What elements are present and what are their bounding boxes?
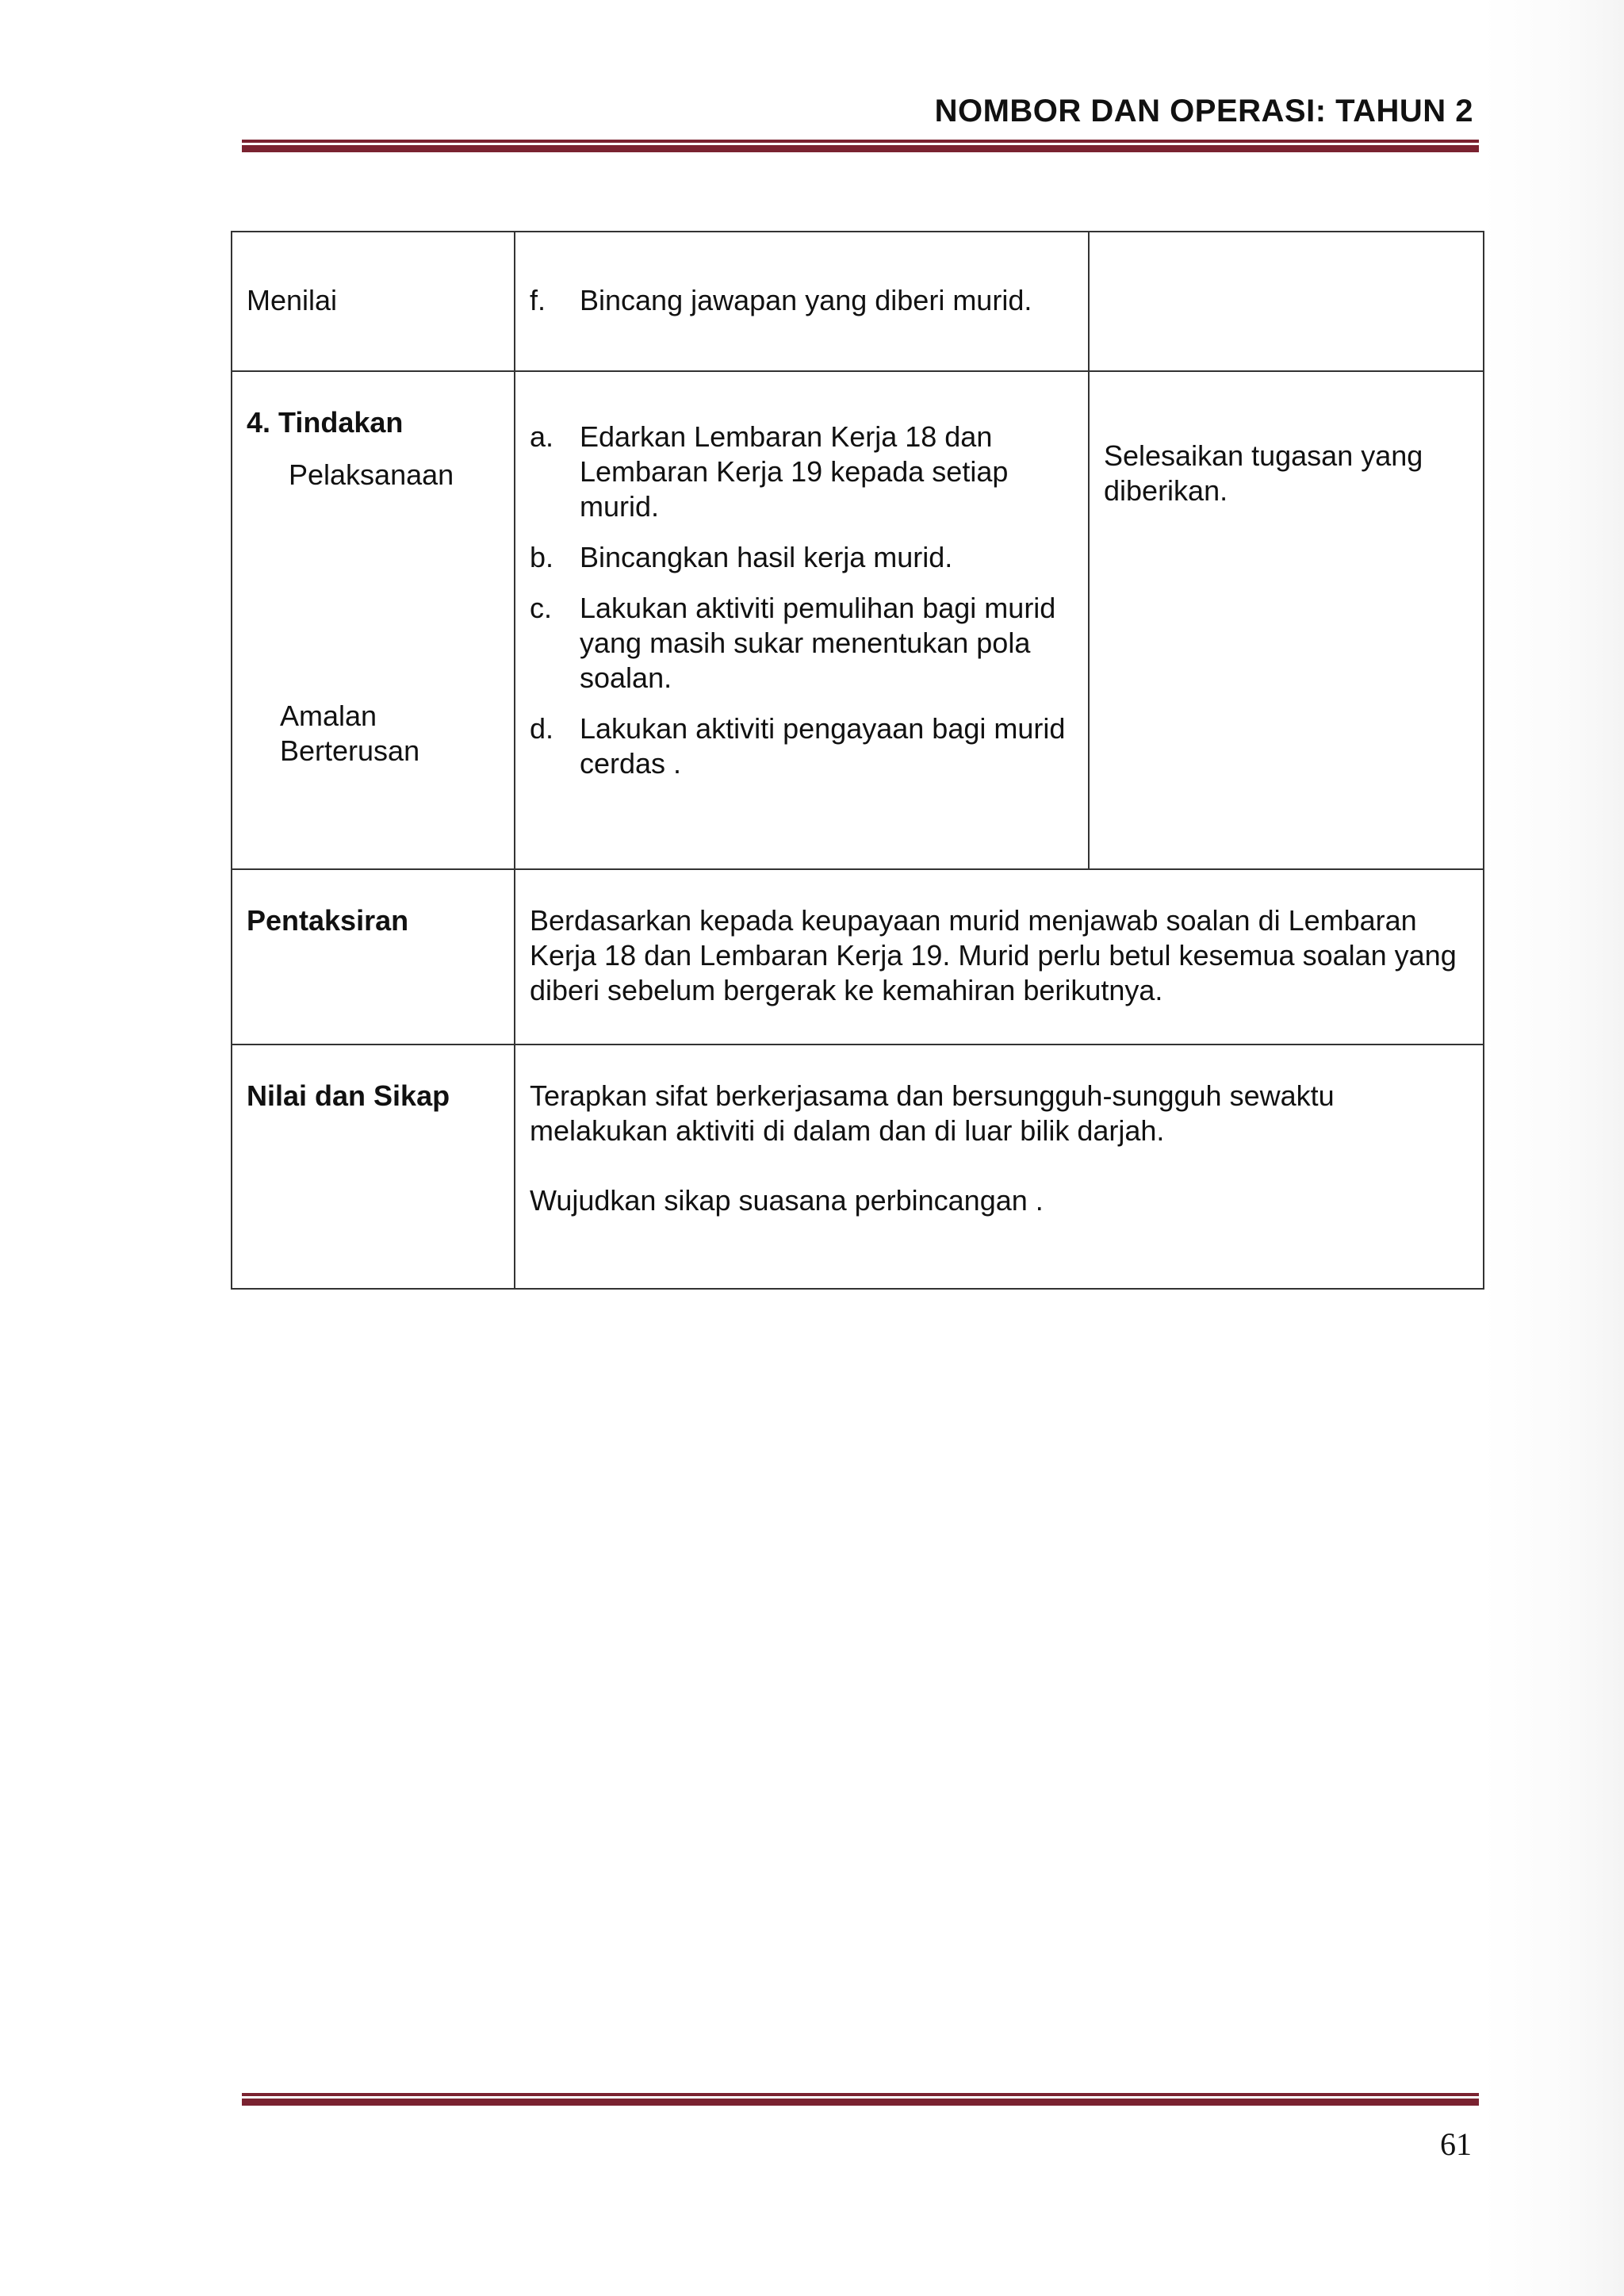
- item-letter: c.: [530, 592, 553, 624]
- lesson-plan-table: [231, 231, 1484, 1290]
- header-rule: [242, 140, 1479, 152]
- row-tindakan: [232, 371, 1484, 869]
- tindakan-note-cell: [1089, 371, 1484, 869]
- nilai-label-cell: [232, 1045, 515, 1289]
- footer-rule: [242, 2093, 1479, 2106]
- pentaksiran-text: Berdasarkan kepada keupayaan murid menjawab soalan di Lembaran Kerja 18 dan Lembaran Kerja 19. Murid perlu betul kesemua soalan yang diberi sebelum bergerak ke kemahiran berikutnya.: [530, 904, 1457, 1006]
- menilai-label-cell: [232, 232, 515, 371]
- list-item: [530, 283, 1074, 318]
- page-header-title: NOMBOR DAN OPERASI: TAHUN 2: [934, 94, 1473, 128]
- nilai-label: Nilai dan Sikap: [247, 1079, 450, 1112]
- list-item: [530, 591, 1074, 696]
- pentaksiran-text-cell: [515, 869, 1484, 1045]
- pentaksiran-label: Pentaksiran: [247, 904, 409, 937]
- item-text: Bincang jawapan yang diberi murid.: [580, 284, 1032, 316]
- item-text: Lakukan aktiviti pengayaan bagi murid cerdas .: [580, 712, 1066, 780]
- item-letter: f.: [530, 284, 546, 316]
- item-text: Edarkan Lembaran Kerja 18 dan Lembaran Kerja 19 kepada setiap murid.: [580, 420, 1009, 523]
- row-menilai: [232, 232, 1484, 371]
- nilai-text-2: Wujudkan sikap suasana perbincangan .: [530, 1184, 1044, 1217]
- tindakan-label-cell: [232, 371, 515, 869]
- menilai-label: Menilai: [247, 284, 338, 316]
- row-pentaksiran: [232, 869, 1484, 1045]
- tindakan-list: [515, 372, 1088, 781]
- list-item: [530, 711, 1074, 781]
- page-edge-shade: [1481, 0, 1624, 2296]
- item-letter: a.: [530, 420, 554, 453]
- tindakan-note: Selesaikan tugasan yang diberikan.: [1104, 439, 1423, 507]
- amalan-label: [232, 493, 514, 769]
- menilai-note-cell: [1089, 232, 1484, 371]
- pentaksiran-label-cell: [232, 869, 515, 1045]
- item-letter: d.: [530, 712, 554, 745]
- menilai-activity-cell: [515, 232, 1089, 371]
- amalan-label-line2: Berterusan: [280, 734, 420, 767]
- nilai-text-1: Terapkan sifat berkerjasama dan bersungguh-sungguh sewaktu melakukan aktiviti di dalam dan di luar bilik darjah.: [530, 1079, 1335, 1147]
- amalan-label-line1: Amalan: [280, 700, 377, 732]
- row-nilai-sikap: [232, 1045, 1484, 1289]
- nilai-text-cell: [515, 1045, 1484, 1289]
- pelaksanaan-label: Pelaksanaan: [289, 458, 454, 491]
- item-letter: b.: [530, 541, 554, 573]
- menilai-list: [515, 232, 1088, 318]
- item-text: Bincangkan hasil kerja murid.: [580, 541, 953, 573]
- page-number: 61: [1440, 2126, 1472, 2162]
- tindakan-activity-cell: [515, 371, 1089, 869]
- list-item: [530, 420, 1074, 524]
- item-text: Lakukan aktiviti pemulihan bagi murid yang masih sukar menentukan pola soalan.: [580, 592, 1056, 694]
- list-item: [530, 540, 1074, 575]
- tindakan-heading: 4. Tindakan: [247, 406, 404, 439]
